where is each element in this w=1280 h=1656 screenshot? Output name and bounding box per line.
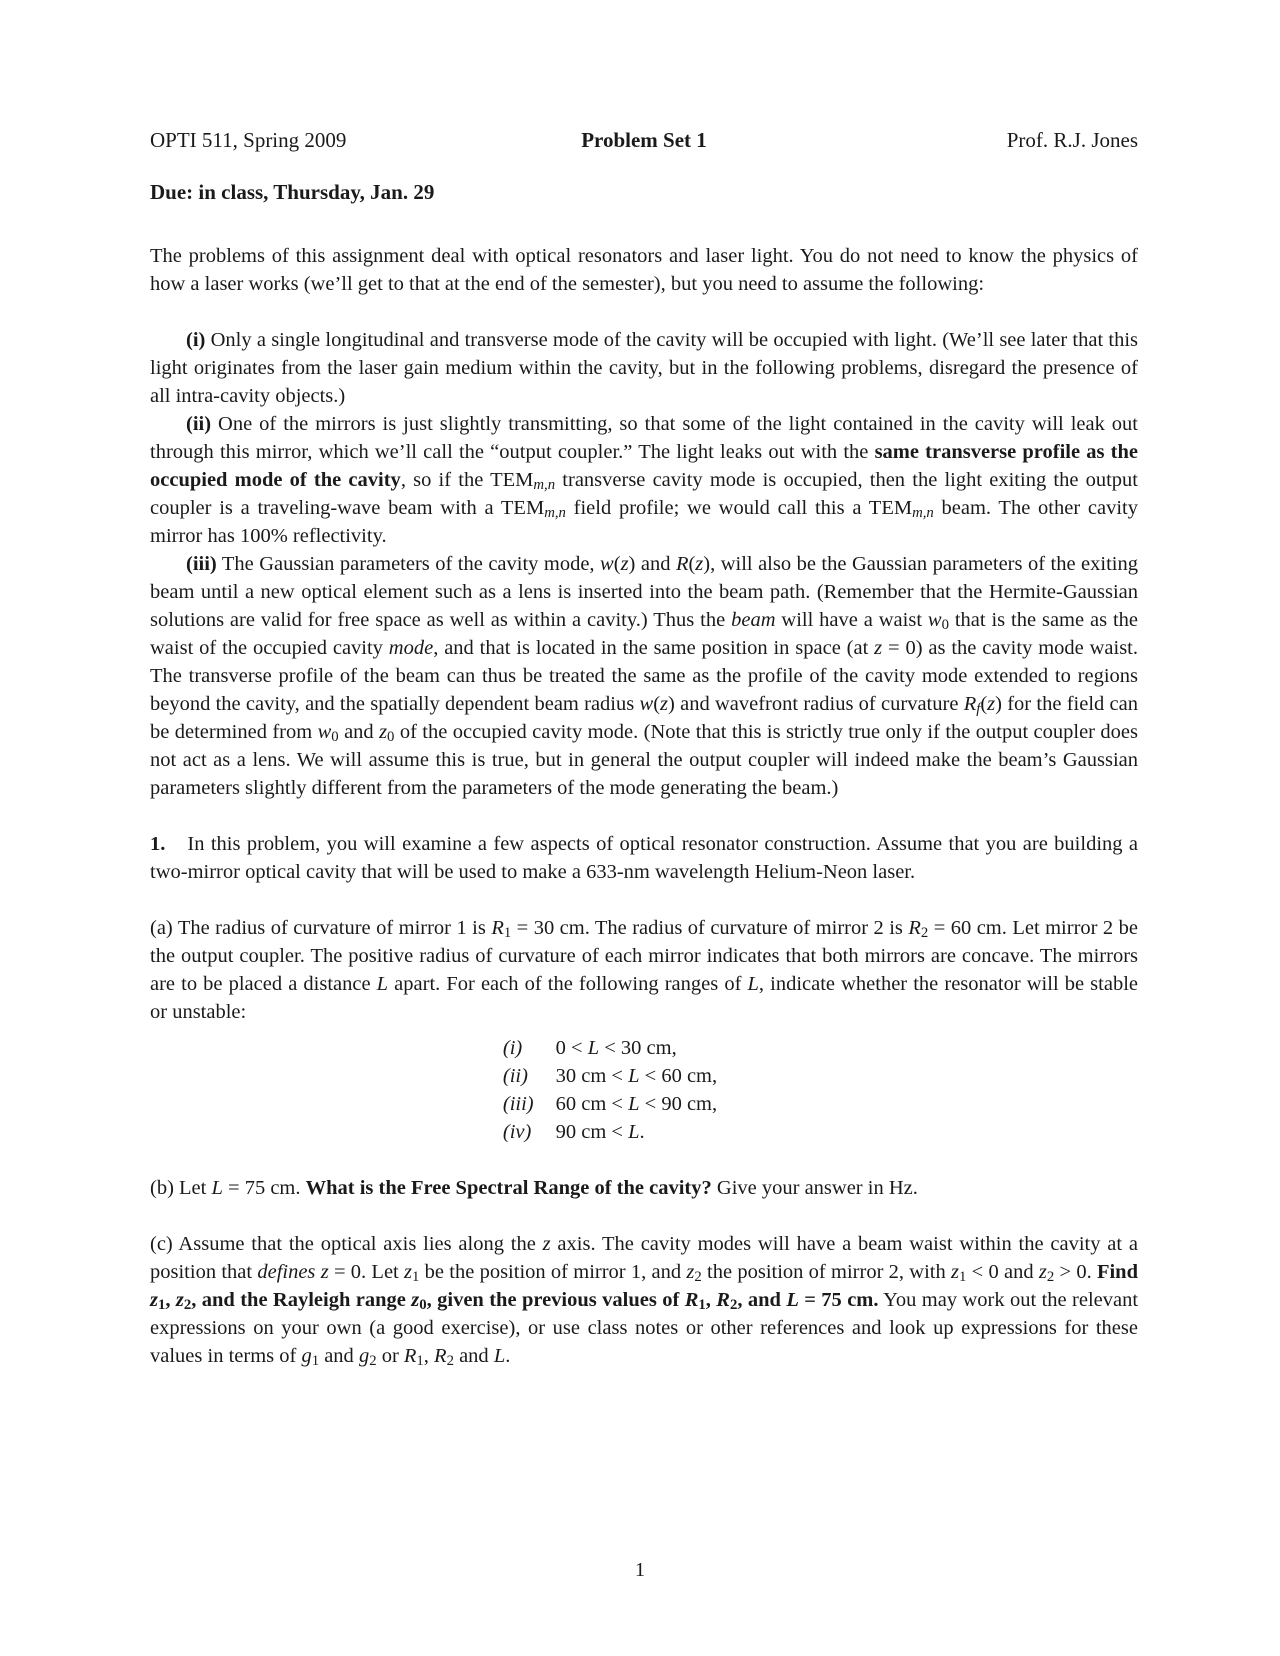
instructor-name: Prof. R.J. Jones xyxy=(1006,128,1138,152)
assumption-ii: (ii) One of the mirrors is just slightly transmitting, so that some of the light contained in the cavity will leak out through this mirror, which we’ll call the “output coupler.” The light leaks out with the same transverse profile as the occupied mode of the cavity, so if the $TEM_{m,n}$ transverse cavity mode is occupied, then the light exiting the output coupler is a traveling-wave beam with a $TEM_{m,n}$ field profile; we would call this a $TEM_{m,n}$ beam. The other cavity mirror has 100% reflectivity. xyxy=(150,413,1139,547)
emphasis-text: What is the Free Spectral Range of the cavity? xyxy=(305,1177,712,1199)
problem-1-statement: 1. In this problem, you will examine a few aspects of optical resonator construction. Assume that you are building a two-mirror optical cavity that will be used to make a 633-nm wavelength Helium-Neon laser. xyxy=(150,833,1138,883)
due-date: Due: in class, Thursday, Jan. 29 xyxy=(150,180,435,204)
assumption-iii: (iii) The Gaussian parameters of the cavity mode, w(z) and R(z), will also be the Gaussian parameters of the exiting beam until a new optical element such as a lens is inserted into the beam path. (Remember that the Hermite-Gaussian solutions are valid for free space as well as within a cavity.) Thus the beam will have a waist $w_0$ that is the same as the waist of the occupied cavity mode, and that is located in the same position in space (at z = 0) as the cavity mode waist. The transverse profile of the beam can thus be treated the same as the profile of the cavity mode extended to regions beyond the cavity, and the spatially dependent beam radius w(z) and wavefront radius of curvature $R_f(z)$ for the field can be determined from $w_0$ and $z_0$ of the occupied cavity mode. (Note that this is strictly true only if the output coupler does not act as a lens. We will assume this is true, but in general the output coupler will indeed make the beam’s Gaussian parameters slightly different from the parameters of the mode generating the beam.) xyxy=(150,553,1138,799)
emphasis-text: Find $z_1$, $z_2$, and the Rayleigh range $z_0$, given the previous values of $R_1$, $R_2$, and L = 75 cm. xyxy=(150,1261,1138,1314)
part-b: (b) Let L = 75 cm. What is the Free Spectral Range of the cavity? Give your answer in Hz. xyxy=(150,1177,918,1199)
part-c: (c) Assume that the optical axis lies along the z axis. The cavity modes will have a beam waist within the cavity at a position that defines z = 0. Let $z_1$ be the position of mirror 1, and $z_2$ the position of mirror 2, with $z_1 < 0$ and $z_2 > 0$. Find $z_1$, $z_2$, and the Rayleigh range $z_0$, given the previous values of $R_1$, $R_2$, and L = 75 cm. You may work out the relevant expressions on your own (a good exercise), or use class notes or other references and look up expressions for these values in terms of $g_1$ and $g_2$ or $R_1$, $R_2$ and L. xyxy=(150,1233,1139,1370)
assumption-i: (i) Only a single longitudinal and transverse mode of the cavity will be occupied with light. (We’ll see later that this light originates from the laser gain medium within the cavity, but in the following problems, disregard the presence of all intra-cavity objects.) xyxy=(150,329,1138,407)
part-a: (a) The radius of curvature of mirror 1 is $R_1 = 30$ cm. The radius of curvature of mirror 2 is $R_2 = 60$ cm. Let mirror 2 be the output coupler. The positive radius of curvature of each mirror indicates that both mirrors are concave. The mirrors are to be placed a distance L apart. For each of the following ranges of L, indicate whether the resonator will be stable or unstable: xyxy=(150,917,1138,1023)
range-row: (ii) 30 cm < L < 60 cm, xyxy=(502,1065,718,1087)
document-title: Problem Set 1 xyxy=(581,128,707,152)
length-ranges-table xyxy=(503,1034,717,1146)
range-row: (i) 0 < L < 30 cm, xyxy=(502,1037,677,1059)
assumptions-list xyxy=(150,326,1138,802)
assumption-label: (iii) xyxy=(186,553,217,575)
problem-number: 1. xyxy=(150,833,166,855)
range-row: (iv) 90 cm < L. xyxy=(502,1121,645,1143)
course-name: OPTI 511, Spring 2009 xyxy=(150,128,347,152)
emphasis-text: same transverse profile as the occupied mode of the cavity xyxy=(150,441,1139,491)
intro-paragraph: The problems of this assignment deal with optical resonators and laser light. You do not need to know the physics of how a laser works (we’ll get to that at the end of the semester), but you need to assume the following: xyxy=(150,245,1138,295)
assumption-label: (ii) xyxy=(186,413,212,435)
page-header xyxy=(150,126,1138,156)
assumption-label: (i) xyxy=(186,329,206,351)
document-page xyxy=(150,126,1138,1370)
range-row: (iii) 60 cm < L < 90 cm, xyxy=(502,1093,718,1115)
page-number: 1 xyxy=(634,1559,646,1581)
